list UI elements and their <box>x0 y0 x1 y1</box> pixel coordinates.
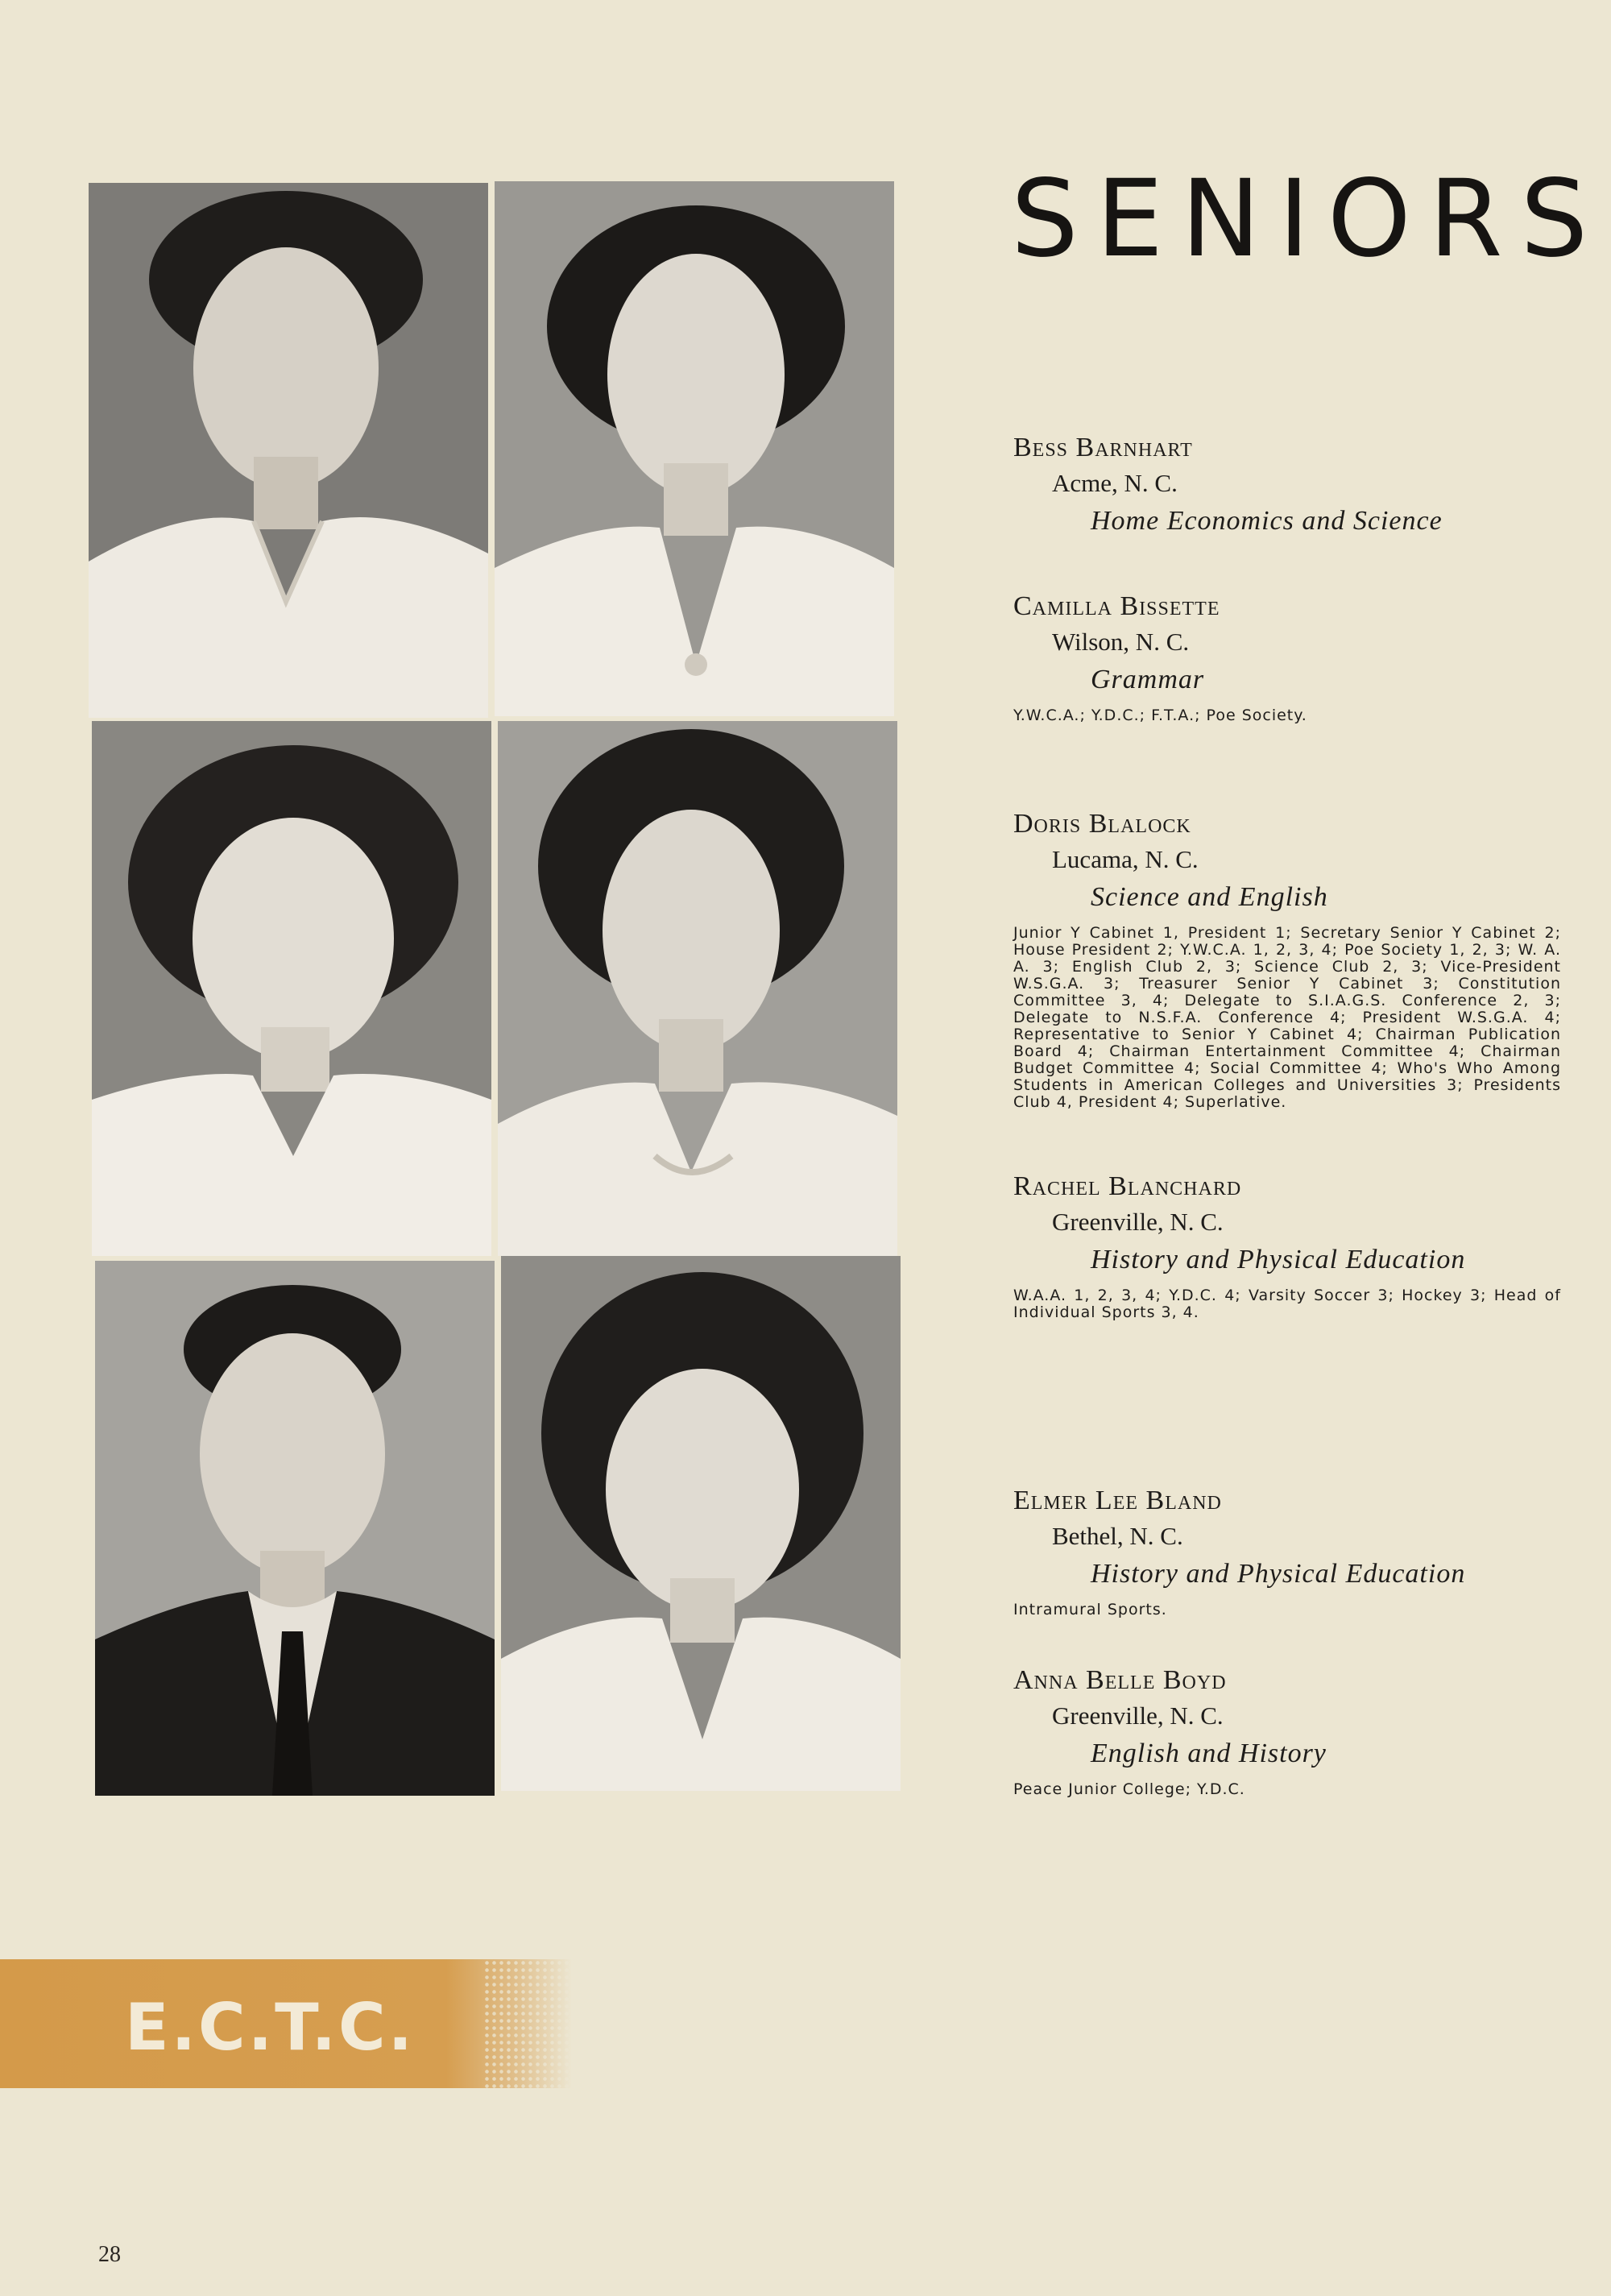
senior-town: Lucama, N. C. <box>1052 845 1199 873</box>
senior-major: Science and English <box>1091 882 1328 912</box>
senior-major: English and History <box>1091 1739 1327 1768</box>
banner-speckle <box>483 1959 572 2088</box>
senior-major: Home Economics and Science <box>1091 506 1443 536</box>
senior-town: Acme, N. C. <box>1052 469 1178 497</box>
senior-activities: W.A.A. 1, 2, 3, 4; Y.D.C. 4; Varsity Soccer 3; Hockey 3; Head of Individual Sports 3, 4. <box>1013 1287 1561 1321</box>
page-title: SENIORS <box>1011 157 1606 281</box>
portrait-photo <box>95 1261 495 1796</box>
senior-name: Camilla Bissette <box>1013 591 1220 621</box>
senior-name: Elmer Lee Bland <box>1013 1486 1222 1515</box>
senior-name: Bess Barnhart <box>1013 433 1193 462</box>
senior-activities: Y.W.C.A.; Y.D.C.; F.T.A.; Poe Society. <box>1013 707 1307 724</box>
banner-text: E.C.T.C. <box>125 1990 416 2065</box>
senior-town: Greenville, N. C. <box>1052 1701 1224 1730</box>
senior-major: History and Physical Education <box>1091 1245 1466 1274</box>
senior-activities: Intramural Sports. <box>1013 1601 1167 1618</box>
senior-entry <box>1013 431 1561 541</box>
senior-name: Rachel Blanchard <box>1013 1171 1242 1201</box>
portrait-photo <box>495 181 894 716</box>
senior-major: Grammar <box>1091 665 1205 694</box>
senior-activities: Peace Junior College; Y.D.C. <box>1013 1780 1245 1798</box>
senior-town: Bethel, N. C. <box>1052 1522 1183 1550</box>
portrait-photo <box>498 721 897 1256</box>
portrait-grid <box>89 181 898 1792</box>
senior-name: Anna Belle Boyd <box>1013 1665 1227 1695</box>
senior-entry <box>1013 807 1561 1111</box>
senior-name: Doris Blalock <box>1013 809 1191 839</box>
portrait-photo <box>89 183 488 718</box>
senior-entry <box>1013 1664 1561 1798</box>
portrait-photo <box>92 721 491 1256</box>
senior-activities: Junior Y Cabinet 1, President 1; Secretary Senior Y Cabinet 2; House President 2; Y.W.C.A. 1, 2, 3, 4; Poe Society 1, 2, 3; W. A. A. 3; English Club 2, 3; Science Club 2, 3; Vice-President W.S.G.A. 3; Treasurer Senior Y Cabinet 3; Constitution Committee 3, 4; Delegate to S.I.A.G.S. Conference 2, 3; Delegate to N.S.F.A. Conference 4; President W.S.G.A. 4; Representative to Senior Y Cabinet 4; Chairman Publication Board 4; Chairman Entertainment Committee 4; Chairman Budget Committee 4; Social Committee 4; Who's Who Among Students in American Colleges and Universities 3; Presidents Club 4, President 4; Superlative. <box>1013 924 1561 1111</box>
page-number: 28 <box>98 2242 121 2267</box>
senior-entry <box>1013 1170 1561 1321</box>
portrait-photo <box>501 1256 901 1791</box>
senior-town: Greenville, N. C. <box>1052 1208 1224 1236</box>
senior-town: Wilson, N. C. <box>1052 628 1190 656</box>
senior-entry <box>1013 1484 1561 1618</box>
college-banner <box>0 1959 572 2088</box>
senior-major: History and Physical Education <box>1091 1559 1466 1589</box>
senior-entry <box>1013 590 1561 724</box>
